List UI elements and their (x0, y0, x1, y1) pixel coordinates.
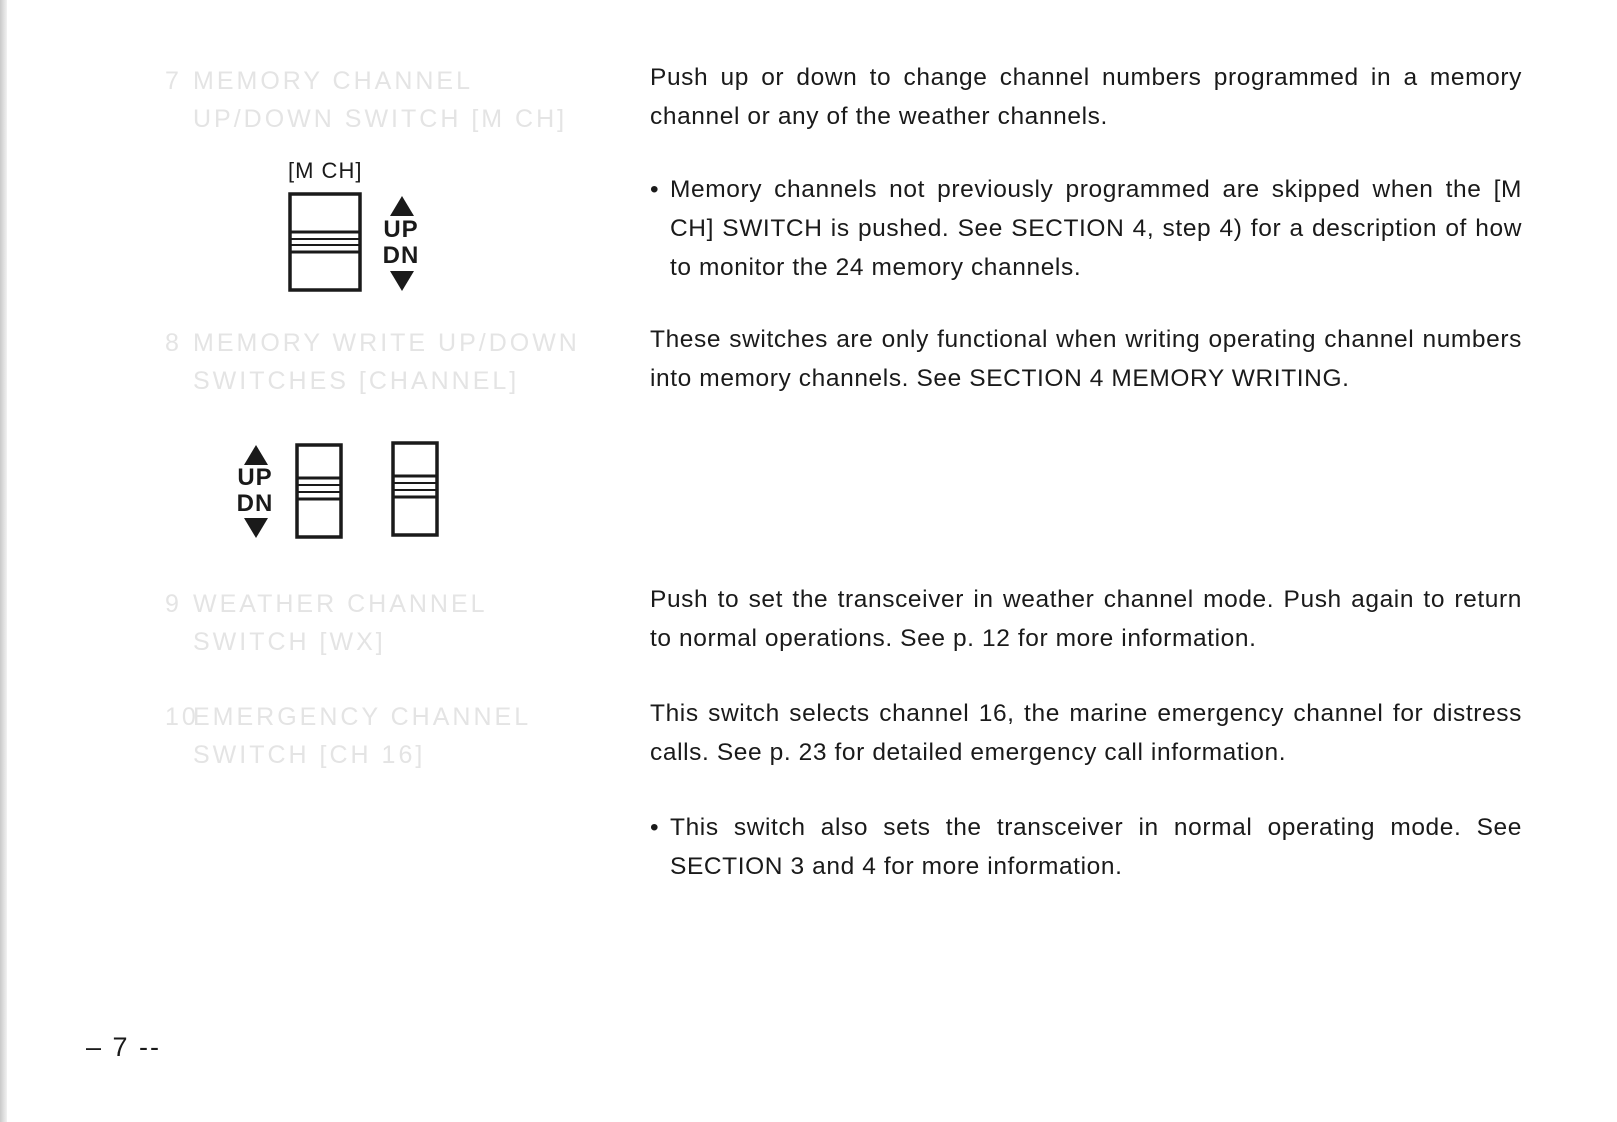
section-8-number: 8 (165, 329, 182, 357)
bullet-icon: • (650, 176, 660, 203)
bullet-icon: • (650, 814, 660, 841)
section-10-heading-line2: SWITCH [CH 16] (193, 741, 426, 769)
section-7-heading (165, 62, 567, 138)
section-7-paragraph-1: Push up or down to change channel numbers programmed in a memory channel or any of the weather channels. (650, 64, 1522, 130)
mch-down-arrow-icon (390, 271, 414, 291)
section-7-paragraph-2 (650, 170, 1522, 287)
section-7-heading-line2: UP/DOWN SWITCH [M CH] (193, 105, 568, 133)
mch-dn-label: DN (382, 242, 420, 269)
section-8-heading (165, 324, 580, 400)
section-7-paragraph-2-text: Memory channels not previously programmed are skipped when the [M CH] SWITCH is pushed. See SECTION 4, step 4) for a description of how to monitor the 24 memory channels. (670, 176, 1522, 281)
mch-up-arrow-icon (390, 196, 414, 216)
section-9-paragraph-1: Push to set the transceiver in weather channel mode. Push again to return to normal operations. See p. 12 for more information. (650, 586, 1522, 652)
mch-up-label: UP (383, 216, 419, 243)
section-9-number: 9 (165, 590, 182, 618)
section-10-paragraph-1: This switch selects channel 16, the marine emergency channel for distress calls. See p. 23 for detailed emergency call information. (650, 700, 1522, 766)
section-8-heading-line2: SWITCHES [CHANNEL] (193, 367, 520, 395)
section-10-paragraph-2 (650, 808, 1522, 886)
section-9-heading-line1: WEATHER CHANNEL (193, 590, 488, 618)
section-10-heading (165, 698, 531, 774)
section-7-number: 7 (165, 67, 182, 95)
channel-switch-right-icon (391, 441, 441, 537)
channel-up-arrow-icon (244, 445, 268, 465)
section-7-heading-line1: MEMORY CHANNEL (193, 67, 474, 95)
channel-up-label: UP (237, 464, 273, 491)
section-10-heading-line1: EMERGENCY CHANNEL (193, 703, 532, 731)
page-number: – 7 -- (86, 1032, 162, 1062)
channel-down-arrow-icon (244, 518, 268, 538)
mch-rocker-switch-icon (288, 192, 368, 294)
section-10-number: 10 (165, 703, 199, 731)
section-10-paragraph-2-text: This switch also sets the transceiver in normal operating mode. See SECTION 3 and 4 for more information. (670, 814, 1522, 880)
mch-switch-label: [M CH] (288, 158, 363, 183)
channel-dn-label: DN (236, 490, 274, 517)
section-8-paragraph-1: These switches are only functional when writing operating channel numbers into memory channels. See SECTION 4 MEMORY WRITING. (650, 326, 1522, 392)
channel-switch-left-icon (295, 443, 345, 539)
section-8-heading-line1: MEMORY WRITE UP/DOWN (193, 329, 580, 357)
section-9-heading (165, 585, 488, 661)
section-9-heading-line2: SWITCH [WX] (193, 628, 386, 656)
page-edge-shadow (0, 0, 7, 1122)
